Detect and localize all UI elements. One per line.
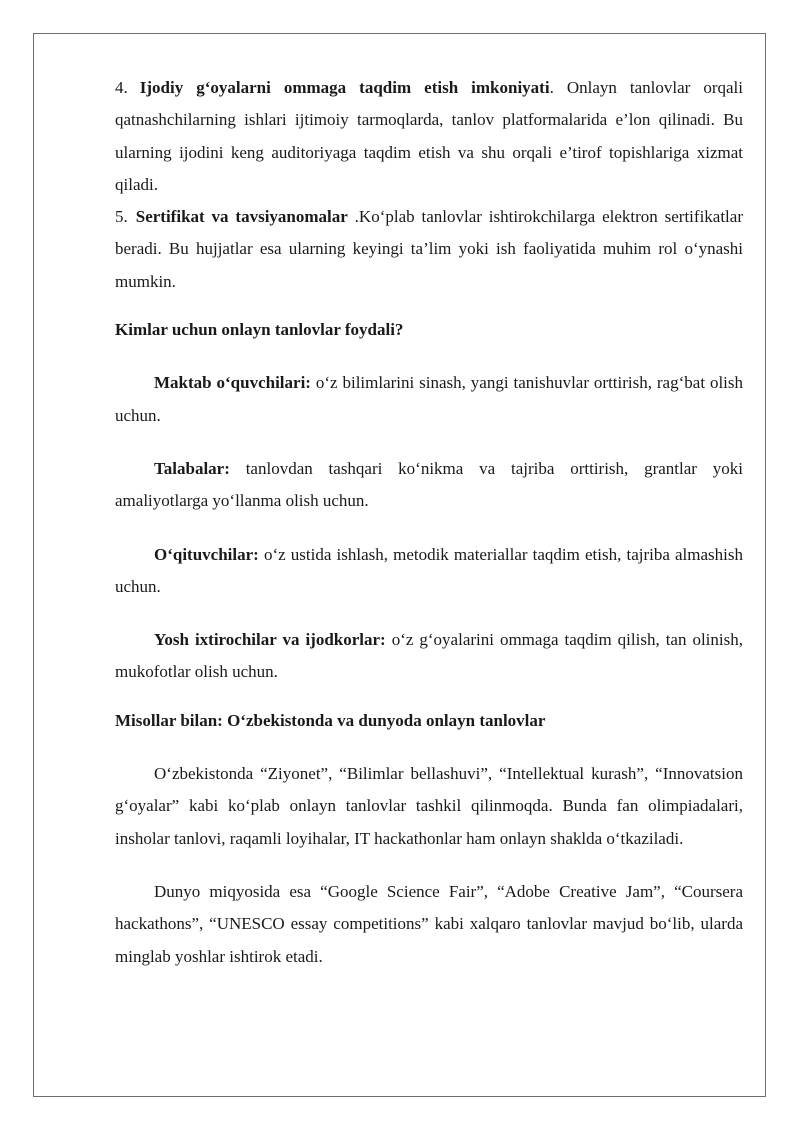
- section-heading: Kimlar uchun onlayn tanlovlar foydali?: [115, 320, 404, 340]
- list-item-4: [115, 72, 743, 201]
- audience-item: [115, 367, 743, 432]
- audience-text: o‘z ustida ishlash, metodik materiallar taqdim etish, tajriba almashish uchun.: [115, 544, 743, 596]
- list-item-text: . Onlayn tanlovlar orqali qatnashchilarning ishlari ijtimoiy tarmoqlarda, tanlov platformalarida e’lon qilinadi. Bu ularning ijodini keng auditoriyaga taqdim etish va shu orqali e’tirof topishlariga xizmat qiladi.: [115, 78, 743, 194]
- list-item-title: Sertifikat va tavsiyanomalar: [135, 207, 348, 227]
- document-body: [115, 72, 743, 973]
- audience-item: [115, 539, 743, 604]
- section-heading: Misollar bilan: O‘zbekistonda va dunyoda onlayn tanlovlar: [115, 710, 546, 730]
- list-number: 4.: [115, 78, 128, 97]
- audience-label: Yosh ixtirochilar va ijodkorlar:: [154, 630, 386, 650]
- audience-item: [115, 624, 743, 689]
- audience-item: [115, 453, 743, 518]
- body-paragraph: Dunyo miqyosida esa “Google Science Fair”, “Adobe Creative Jam”, “Coursera hackathons”, “UNESCO essay competitions” kabi xalqaro tanlovlar mavjud bo‘lib, ularda minglab yoshlar ishtirok etadi.: [115, 881, 743, 966]
- audience-text: tanlovdan tashqari ko‘nikma va tajriba orttirish, grantlar yoki amaliyotlarga yo‘llanma olish uchun.: [115, 458, 743, 511]
- audience-label: Talabalar:: [154, 458, 230, 478]
- list-item-5: [115, 201, 743, 298]
- audience-label: O‘qituvchilar:: [154, 544, 259, 564]
- list-item-title: Ijodiy g‘oyalarni ommaga taqdim etish imkoniyati: [139, 78, 550, 97]
- body-paragraph: O‘zbekistonda “Ziyonet”, “Bilimlar bellashuvi”, “Intellektual kurash”, “Innovatsion g‘oyalar” kabi ko‘plab onlayn tanlovlar tashkil qilinmoqda. Bunda fan olimpiadalari, insholar tanlovi, raqamli loyihalar, IT hackathonlar ham onlayn shaklda o‘tkaziladi.: [115, 764, 743, 848]
- audience-text: o‘z g‘oyalarini ommaga taqdim qilish, tan olinish, mukofotlar olish uchun.: [115, 630, 743, 682]
- audience-label: Maktab o‘quvchilari:: [154, 373, 311, 393]
- list-number: 5.: [115, 207, 128, 227]
- audience-text: o‘z bilimlarini sinash, yangi tanishuvlar orttirish, rag‘bat olish uchun.: [115, 373, 744, 425]
- list-item-text: .Ko‘plab tanlovlar ishtirokchilarga elektron sertifikatlar beradi. Bu hujjatlar esa ularning keyingi ta’lim yoki ish faoliyatida muhim rol o‘ynashi mumkin.: [115, 207, 743, 291]
